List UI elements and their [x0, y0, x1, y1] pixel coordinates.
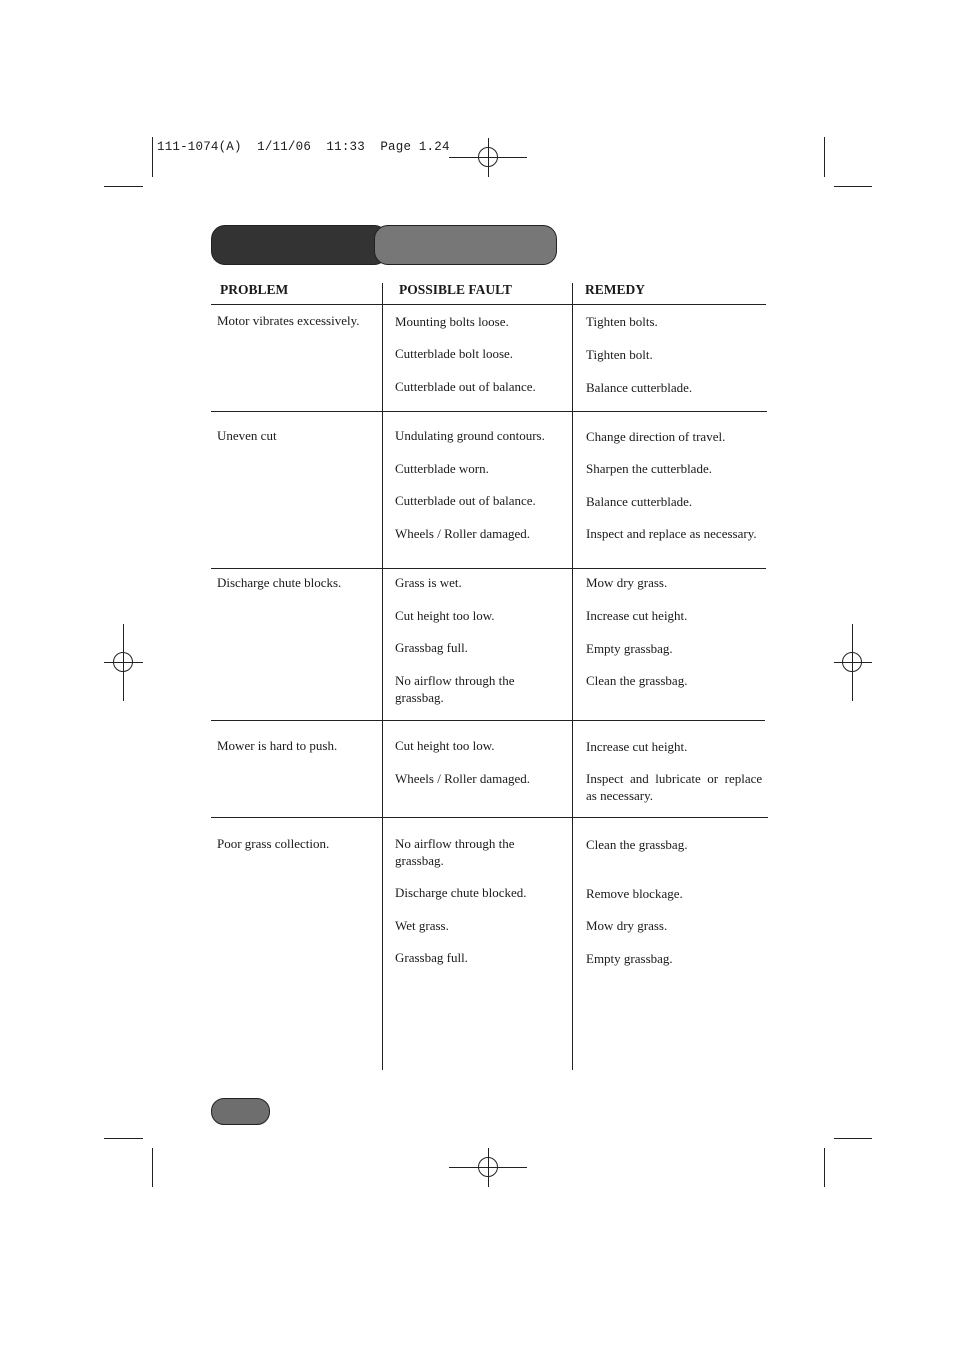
section-tab-dark — [211, 225, 388, 265]
table-cell-remedy: Tighten bolt. — [586, 347, 653, 362]
table-cell-fault: No airflow through the — [395, 673, 515, 688]
table-cell-remedy: Remove blockage. — [586, 886, 683, 901]
table-cell-remedy: Clean the grassbag. — [586, 837, 688, 852]
table-cell-remedy: Inspect and replace as necessary. — [586, 526, 757, 541]
crop-mark — [834, 1138, 872, 1139]
header-remedy: REMEDY — [585, 282, 645, 297]
table-cell-fault: Cutterblade worn. — [395, 461, 489, 476]
table-cell-remedy: Change direction of travel. — [586, 429, 726, 444]
table-cell-fault: Grassbag full. — [395, 640, 468, 655]
table-cell-problem: Poor grass collection. — [217, 836, 330, 851]
table-header-rule — [211, 304, 766, 305]
table-column-divider — [572, 283, 573, 1070]
table-cell-fault: Grass is wet. — [395, 575, 462, 590]
header-problem: PROBLEM — [220, 282, 289, 297]
table-cell-remedy: Empty grassbag. — [586, 641, 673, 656]
table-cell-fault: Cutterblade out of balance. — [395, 379, 536, 394]
table-cell-remedy: Increase cut height. — [586, 739, 688, 754]
table-cell-remedy: Mow dry grass. — [586, 575, 668, 590]
table-cell-remedy: Balance cutterblade. — [586, 494, 693, 509]
table-cell-remedy: Empty grassbag. — [586, 951, 673, 966]
table-cell-fault: grassbag. — [395, 690, 444, 705]
header-possible-fault: POSSIBLE FAULT — [399, 282, 512, 297]
table-cell-fault: Mounting bolts loose. — [395, 314, 509, 329]
table-cell-fault: Wet grass. — [395, 918, 449, 933]
registration-circle-icon — [842, 652, 862, 672]
table-column-divider — [382, 283, 383, 1070]
table-cell-fault: Grassbag full. — [395, 950, 468, 965]
table-cell-fault: No airflow through the — [395, 836, 515, 851]
page-number-badge — [211, 1098, 270, 1125]
table-cell-fault: Discharge chute blocked. — [395, 885, 527, 900]
registration-circle-icon — [478, 147, 498, 167]
table-cell-fault: Cutterblade out of balance. — [395, 493, 536, 508]
crop-mark — [152, 137, 153, 177]
table-cell-fault: Wheels / Roller damaged. — [395, 771, 531, 786]
crop-mark — [104, 186, 143, 187]
table-cell-remedy: as necessary. — [586, 788, 654, 803]
table-row-divider — [211, 568, 766, 569]
table-row-divider — [211, 411, 767, 412]
table-cell-problem: Uneven cut — [217, 428, 277, 443]
registration-circle-icon — [478, 1157, 498, 1177]
table-row-divider — [211, 720, 765, 721]
crop-mark — [152, 1148, 153, 1187]
table-cell-remedy: Balance cutterblade. — [586, 380, 693, 395]
registration-circle-icon — [113, 652, 133, 672]
table-cell-remedy: Tighten bolts. — [586, 314, 658, 329]
table-cell-problem: Motor vibrates excessively. — [217, 313, 360, 328]
table-cell-fault: Cut height too low. — [395, 608, 495, 623]
table-cell-remedy: Sharpen the cutterblade. — [586, 461, 712, 476]
table-cell-problem: Mower is hard to push. — [217, 738, 338, 753]
crop-mark — [834, 186, 872, 187]
table-cell-fault: Wheels / Roller damaged. — [395, 526, 531, 541]
table-row-divider — [211, 817, 768, 818]
table-cell-fault: Cutterblade bolt loose. — [395, 346, 514, 361]
table-cell-remedy: Clean the grassbag. — [586, 673, 688, 688]
crop-mark — [104, 1138, 143, 1139]
table-cell-problem: Discharge chute blocks. — [217, 575, 342, 590]
table-cell-remedy: Increase cut height. — [586, 608, 688, 623]
table-cell-remedy: Mow dry grass. — [586, 918, 668, 933]
section-tab-light — [374, 225, 557, 265]
table-cell-fault: grassbag. — [395, 853, 444, 868]
crop-mark — [824, 137, 825, 177]
crop-mark — [824, 1148, 825, 1187]
table-cell-fault: Cut height too low. — [395, 738, 495, 753]
print-slug: 111-1074(A) 1/11/06 11:33 Page 1.24 — [157, 140, 450, 154]
table-cell-remedy: Inspect and lubricate or replace — [586, 771, 763, 786]
table-cell-fault: Undulating ground contours. — [395, 428, 545, 443]
